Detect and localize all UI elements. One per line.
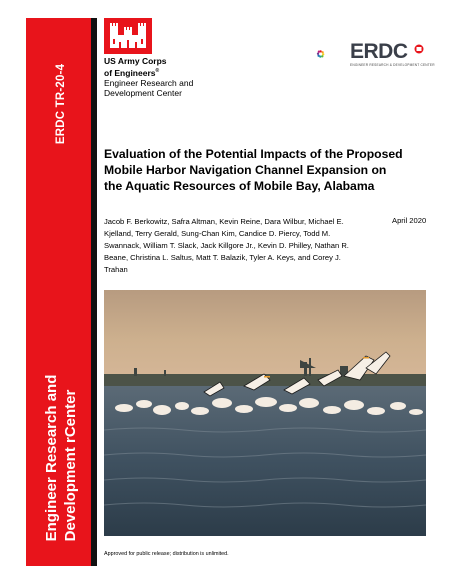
usace-wordmark: [104, 56, 193, 98]
erdc-logo-icon: [316, 38, 350, 70]
sidebar-black-stripe: [91, 18, 97, 566]
author-list: Jacob F. Berkowitz, Safra Altman, Kevin Reine, Dara Wilbur, Michael E. Kjelland, Terry Gerald, Sung-Chan Kim, Candice D. Piercy, Todd M. Swannack, William T. Slack, Jack Killgore Jr., Kevin D. Philley, Nathan R. Beane, Christina L. Saltus, Matt T. Balazik, Tyler A. Keys, and Corey J. Trahan: [104, 217, 349, 274]
erdc-subtitle: ENGINEER RESEARCH & DEVELOPMENT CENTER: [350, 63, 435, 67]
vertical-org-name: [42, 375, 80, 542]
usace-line-4: Development Center: [104, 87, 182, 98]
erdc-wordmark: ERDC: [350, 40, 408, 63]
registered-mark: ®: [155, 68, 160, 74]
cover-photo-pelicans: [104, 290, 426, 536]
report-date: April 2020: [392, 216, 427, 225]
usace-line-1: US Army Corps: [104, 56, 167, 66]
vertical-org-line-1: Engineer Research and: [43, 374, 60, 542]
usace-line-3: Engineer Research and: [104, 77, 194, 88]
erdc-badge-icon: [414, 44, 424, 54]
report-number: ERDC TR-20-4: [55, 63, 67, 145]
usace-castle-logo: [104, 18, 152, 54]
vertical-org-line-2: Development rCenter: [62, 389, 79, 542]
usace-line-2: of Engineers: [104, 67, 156, 78]
distribution-statement: Approved for public release; distribution is unlimited.: [104, 551, 229, 557]
report-title: Evaluation of the Potential Impacts of the Proposed Mobile Harbor Navigation Channel Expansion on the Aquatic Resources of Mobile Bay, Alabama: [104, 147, 403, 193]
